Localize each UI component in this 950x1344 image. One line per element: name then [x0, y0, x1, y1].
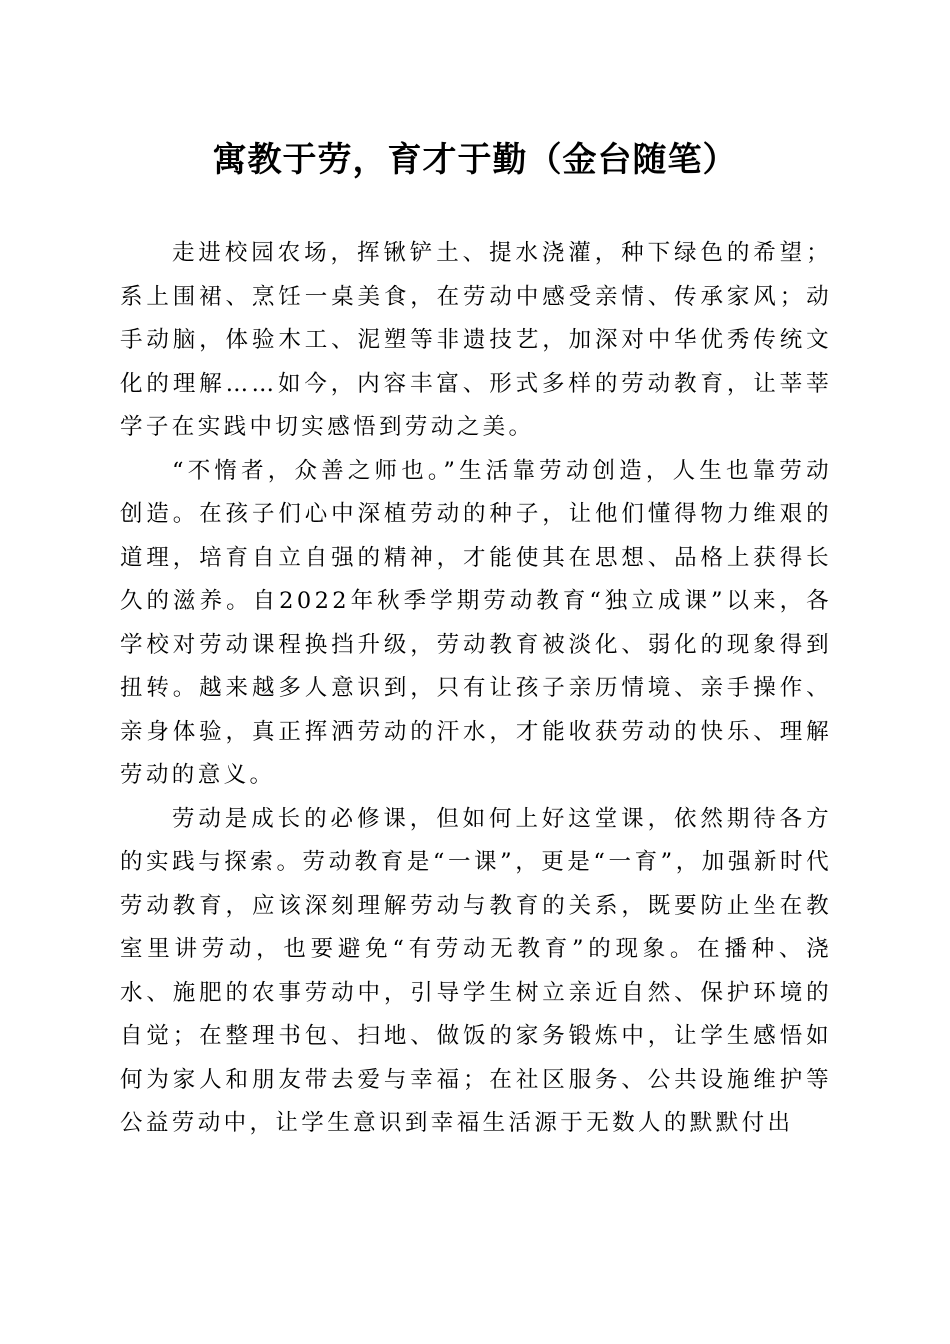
body-paragraph-3: 劳动是成长的必修课，但如何上好这堂课，依然期待各方的实践与探索。劳动教育是“一课”，更是“一育”，加强新时代劳动教育，应该深刻理解劳动与教育的关系，既要防止坐在教室里讲劳动，也要避免“有劳动无教育”的现象。在播种、浇水、施肥的农事劳动中，引导学生树立亲近自然、保护环境的自觉；在整理书包、扫地、做饭的家务锻炼中，让学生感悟如何为家人和朋友带去爱与幸福；在社区服务、公共设施维护等公益劳动中，让学生意识到幸福生活源于无数人的默默付出 — [120, 805, 832, 1136]
body-paragraph-1: 走进校园农场，挥锹铲土、提水浇灌，种下绿色的希望；系上围裙、烹饪一桌美食，在劳动中感受亲情、传承家风；动手动脑，体验木工、泥塑等非遗技艺，加深对中华优秀传统文化的理解……如今，内容丰富、形式多样的劳动教育，让莘莘学子在实践中切实感悟到劳动之美。 — [120, 240, 832, 440]
document-body — [120, 232, 832, 1146]
body-paragraph-2: “不惰者，众善之师也。”生活靠劳动创造，人生也靠劳动创造。在孩子们心中深植劳动的种子，让他们懂得物力维艰的道理，培育自立自强的精神，才能使其在思想、品格上获得长久的滋养。自2022年秋季学期劳动教育“独立成课”以来，各学校对劳动课程换挡升级，劳动教育被淡化、弱化的现象得到扭转。越来越多人意识到，只有让孩子亲历情境、亲手操作、亲身体验，真正挥洒劳动的汗水，才能收获劳动的快乐、理解劳动的意义。 — [120, 457, 832, 788]
document-title: 寓教于劳，育才于勤（金台随笔） — [212, 140, 738, 180]
